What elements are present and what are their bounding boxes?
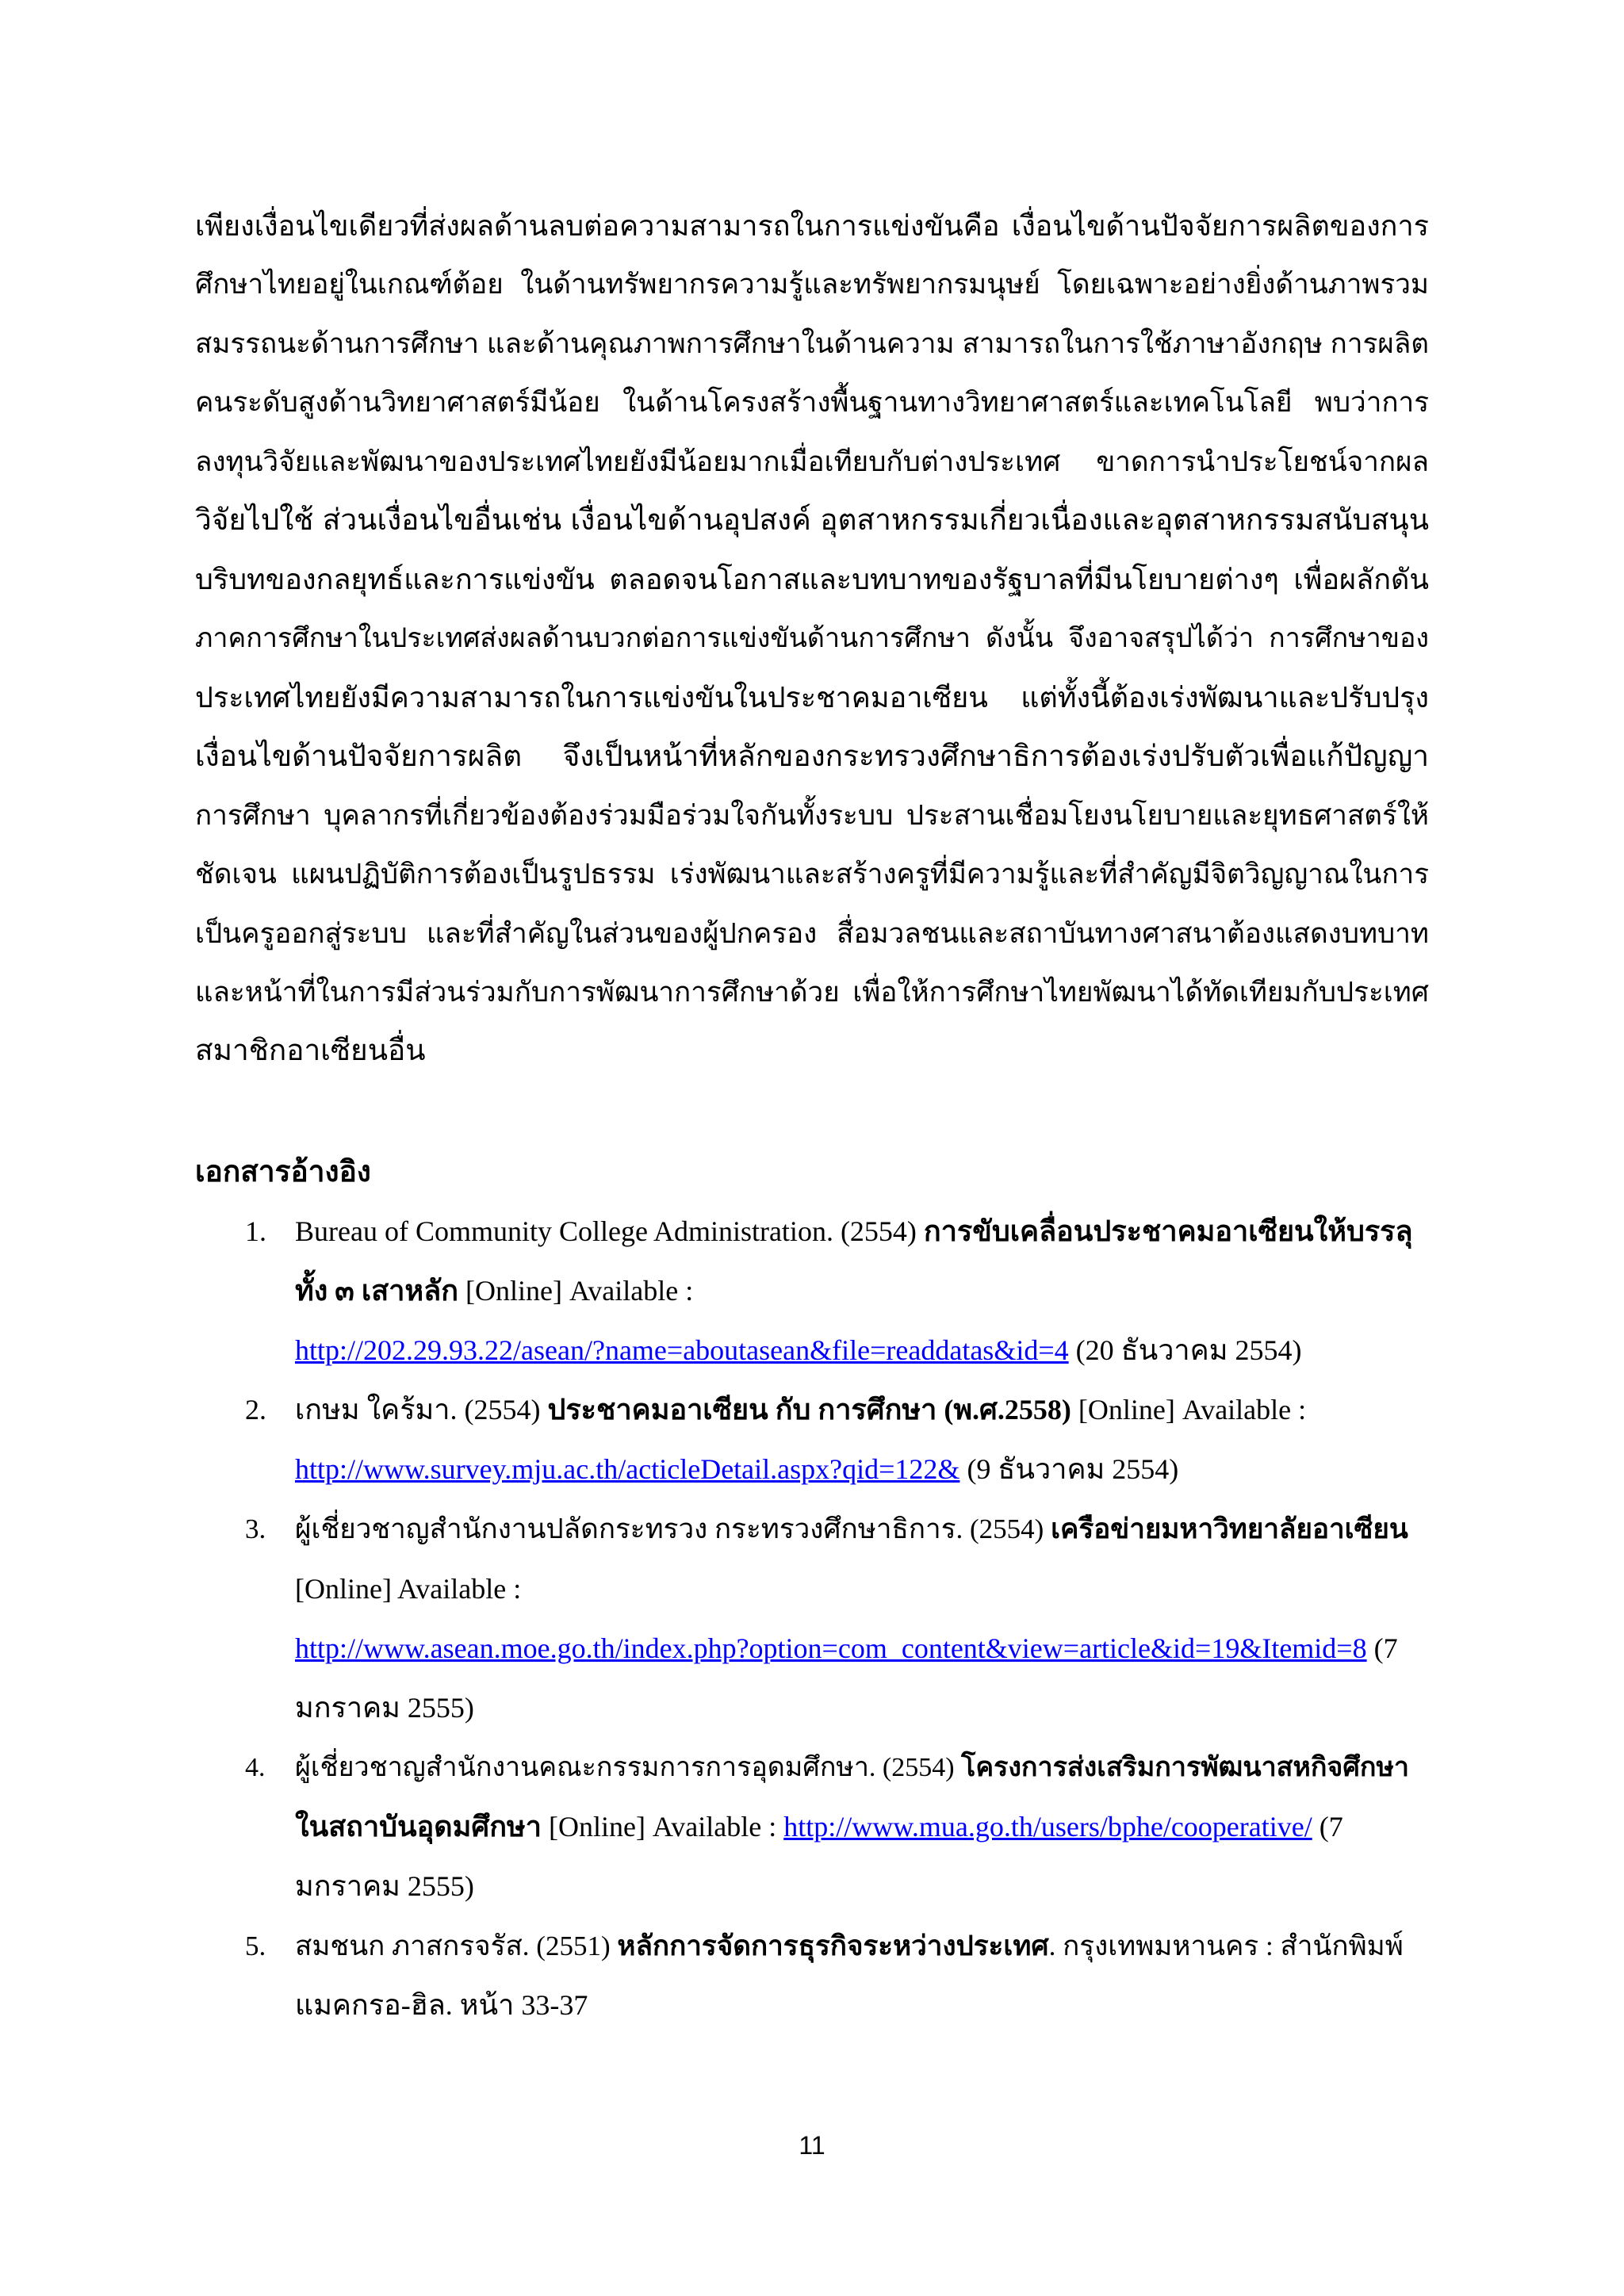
paragraph-line: การศึกษา บุคลากรที่เกี่ยวข้องต้องร่วมมือร่วมใจกันทั้งระบบ ประสานเชื่อมโยงนโยบายและยุทธศาสตร์ให้ bbox=[195, 799, 1429, 831]
reference-publisher: แมคกรอ-ฮิล. หน้า 33-37 bbox=[295, 1989, 588, 2022]
reference-title: การขับเคลื่อนประชาคมอาเซียนให้บรรลุ bbox=[923, 1215, 1413, 1247]
reference-item-2-line bbox=[245, 1440, 1429, 1499]
paragraph-line: ลงทุนวิจัยและพัฒนาของประเทศไทยยังมีน้อยมากเมื่อเทียบกับต่างประเทศ ขาดการนำประโยชน์จากผล bbox=[195, 446, 1429, 477]
paragraph-line: เป็นครูออกสู่ระบบ และที่สำคัญในส่วนของผู้ปกครอง สื่อมวลชนและสถาบันทางศาสนาต้องแสดงบทบาท bbox=[195, 917, 1429, 949]
reference-url-link[interactable]: http://www.asean.moe.go.th/index.php?option=com_content&view=article&id=19&Itemid=8 bbox=[295, 1632, 1367, 1664]
reference-access-date: มกราคม 2555) bbox=[295, 1870, 474, 1903]
paragraph-line: ศึกษาไทยอยู่ในเกณฑ์ต้อย ในด้านทรัพยากรความรู้และทรัพยากรมนุษย์ โดยเฉพาะอย่างยิ่งด้านภาพรวม bbox=[195, 269, 1429, 300]
reference-item-4-line bbox=[245, 1738, 1429, 1797]
reference-access-date: (9 ธันวาคม 2554) bbox=[959, 1453, 1179, 1486]
reference-available: [Online] Available : bbox=[458, 1275, 694, 1307]
reference-title: ในสถาบันอุดมศึกษา bbox=[295, 1810, 542, 1843]
paragraph-line: วิจัยไปใช้ ส่วนเงื่อนไขอื่นเช่น เงื่อนไขด้านอุปสงค์ อุตสาหกรรมเกี่ยวเนื่องและอุตสาหกรรมสนับสนุน bbox=[195, 503, 1429, 537]
reference-url-link[interactable]: http://202.29.93.22/asean/?name=aboutasean&file=readdatas&id=4 bbox=[295, 1334, 1069, 1367]
reference-number: 4. bbox=[245, 1752, 266, 1782]
page-number: 11 bbox=[799, 2131, 825, 2160]
reference-number: 2. bbox=[245, 1394, 266, 1426]
reference-author-year: เกษม ใคร้มา. (2554) bbox=[295, 1394, 548, 1426]
reference-url-link[interactable]: http://www.mua.go.th/users/bphe/cooperative/ bbox=[783, 1810, 1312, 1843]
reference-access-date: (7 bbox=[1366, 1632, 1398, 1664]
reference-available: [Online] Available : bbox=[541, 1810, 784, 1843]
paragraph-line: เพียงเงื่อนไขเดียวที่ส่งผลด้านลบต่อความสามารถในการแข่งขันคือ เงื่อนไขด้านปัจจัยการผลิตของการ bbox=[195, 210, 1429, 242]
reference-number: 5. bbox=[245, 1931, 266, 1962]
paragraph-line: สมาชิกอาเซียนอื่น bbox=[195, 1035, 426, 1068]
reference-available: [Online] Available : bbox=[295, 1572, 522, 1605]
reference-item-1-line bbox=[245, 1202, 1429, 1261]
reference-available: [Online] Available : bbox=[1071, 1394, 1307, 1426]
reference-item-4-line bbox=[245, 1857, 1429, 1916]
reference-url-link[interactable]: http://www.survey.mju.ac.th/acticleDetail.aspx?qid=122& bbox=[295, 1453, 960, 1486]
paragraph-line: และหน้าที่ในการมีส่วนร่วมกับการพัฒนาการศึกษาด้วย เพื่อให้การศึกษาไทยพัฒนาได้ทัดเทียมกับประเทศ bbox=[195, 977, 1429, 1008]
reference-publisher: . กรุงเทพมหานคร : สำนักพิมพ์ bbox=[1048, 1931, 1404, 1962]
reference-title: ประชาคมอาเซียน กับ การศึกษา (พ.ศ.2558) bbox=[547, 1394, 1071, 1426]
reference-author-year: ผู้เชี่ยวชาญสำนักงานคณะกรรมการการอุดมศึกษา. (2554) bbox=[295, 1752, 962, 1782]
reference-access-date: (20 ธันวาคม 2554) bbox=[1068, 1334, 1302, 1367]
reference-author-year: Bureau of Community College Administration. (2554) bbox=[295, 1215, 924, 1247]
reference-author-year: ผู้เชี่ยวชาญสำนักงานปลัดกระทรวง กระทรวงศึกษาธิการ. (2554) bbox=[295, 1513, 1051, 1545]
reference-title: โครงการส่งเสริมการพัฒนาสหกิจศึกษา bbox=[961, 1752, 1410, 1782]
paragraph-line: ภาคการศึกษาในประเทศส่งผลด้านบวกต่อการแข่งขันด้านการศึกษา ดังนั้น จึงอาจสรุปได้ว่า การศึกษาของ bbox=[195, 623, 1429, 653]
reference-item-3-line bbox=[245, 1499, 1429, 1559]
reference-item-5-line bbox=[245, 1976, 1429, 2035]
paragraph-line: คนระดับสูงด้านวิทยาศาสตร์มีน้อย ในด้านโครงสร้างพื้นฐานทางวิทยาศาสตร์และเทคโนโลยี พบว่าการ bbox=[195, 387, 1429, 419]
reference-author-year: สมชนก ภาสกรจรัส. (2551) bbox=[295, 1931, 618, 1962]
reference-number: 3. bbox=[245, 1513, 266, 1545]
reference-item-1-line bbox=[245, 1321, 1429, 1380]
reference-item-4-line bbox=[245, 1797, 1429, 1857]
reference-item-2-line bbox=[245, 1380, 1429, 1440]
reference-access-date: (7 bbox=[1312, 1810, 1343, 1843]
paragraph-line: ประเทศไทยยังมีความสามารถในการแข่งขันในประชาคมอาเซียน แต่ทั้งนี้ต้องเร่งพัฒนาและปรับปรุง bbox=[195, 682, 1429, 714]
reference-item-3-line bbox=[245, 1678, 1429, 1738]
reference-title: หลักการจัดการธุรกิจระหว่างประเทศ bbox=[617, 1931, 1049, 1962]
paragraph-line: บริบทของกลยุทธ์และการแข่งขัน ตลอดจนโอกาสและบทบาทของรัฐบาลที่มีนโยบายต่างๆ เพื่อผลักดัน bbox=[195, 564, 1429, 596]
reference-number: 1. bbox=[245, 1215, 266, 1247]
reference-access-date: มกราคม 2555) bbox=[295, 1691, 474, 1724]
reference-title: เครือข่ายมหาวิทยาลัยอาเซียน bbox=[1051, 1513, 1408, 1545]
reference-item-5-line bbox=[245, 1916, 1429, 1976]
reference-list bbox=[245, 1202, 1429, 2035]
reference-item-3-line bbox=[245, 1559, 1429, 1619]
body-paragraph bbox=[195, 197, 1429, 1081]
paragraph-line: สมรรถนะด้านการศึกษา และด้านคุณภาพการศึกษาในด้านความ สามารถในการใช้ภาษาอังกฤษ การผลิต bbox=[195, 327, 1429, 359]
reference-item-1-line bbox=[245, 1261, 1429, 1321]
reference-item-3-line bbox=[245, 1619, 1429, 1678]
paragraph-line: เงื่อนไขด้านปัจจัยการผลิต จึงเป็นหน้าที่หลักของกระทรวงศึกษาธิการต้องเร่งปรับตัวเพื่อแก้ปัญญา bbox=[195, 740, 1429, 773]
reference-title: ทั้ง ๓ เสาหลัก bbox=[295, 1275, 458, 1307]
references-heading: เอกสารอ้างอิง bbox=[195, 1156, 371, 1188]
paragraph-line: ชัดเจน แผนปฏิบัติการต้องเป็นรูปธรรม เร่งพัฒนาและสร้างครูที่มีความรู้และที่สำคัญมีจิตวิญญาณในการ bbox=[195, 859, 1429, 890]
